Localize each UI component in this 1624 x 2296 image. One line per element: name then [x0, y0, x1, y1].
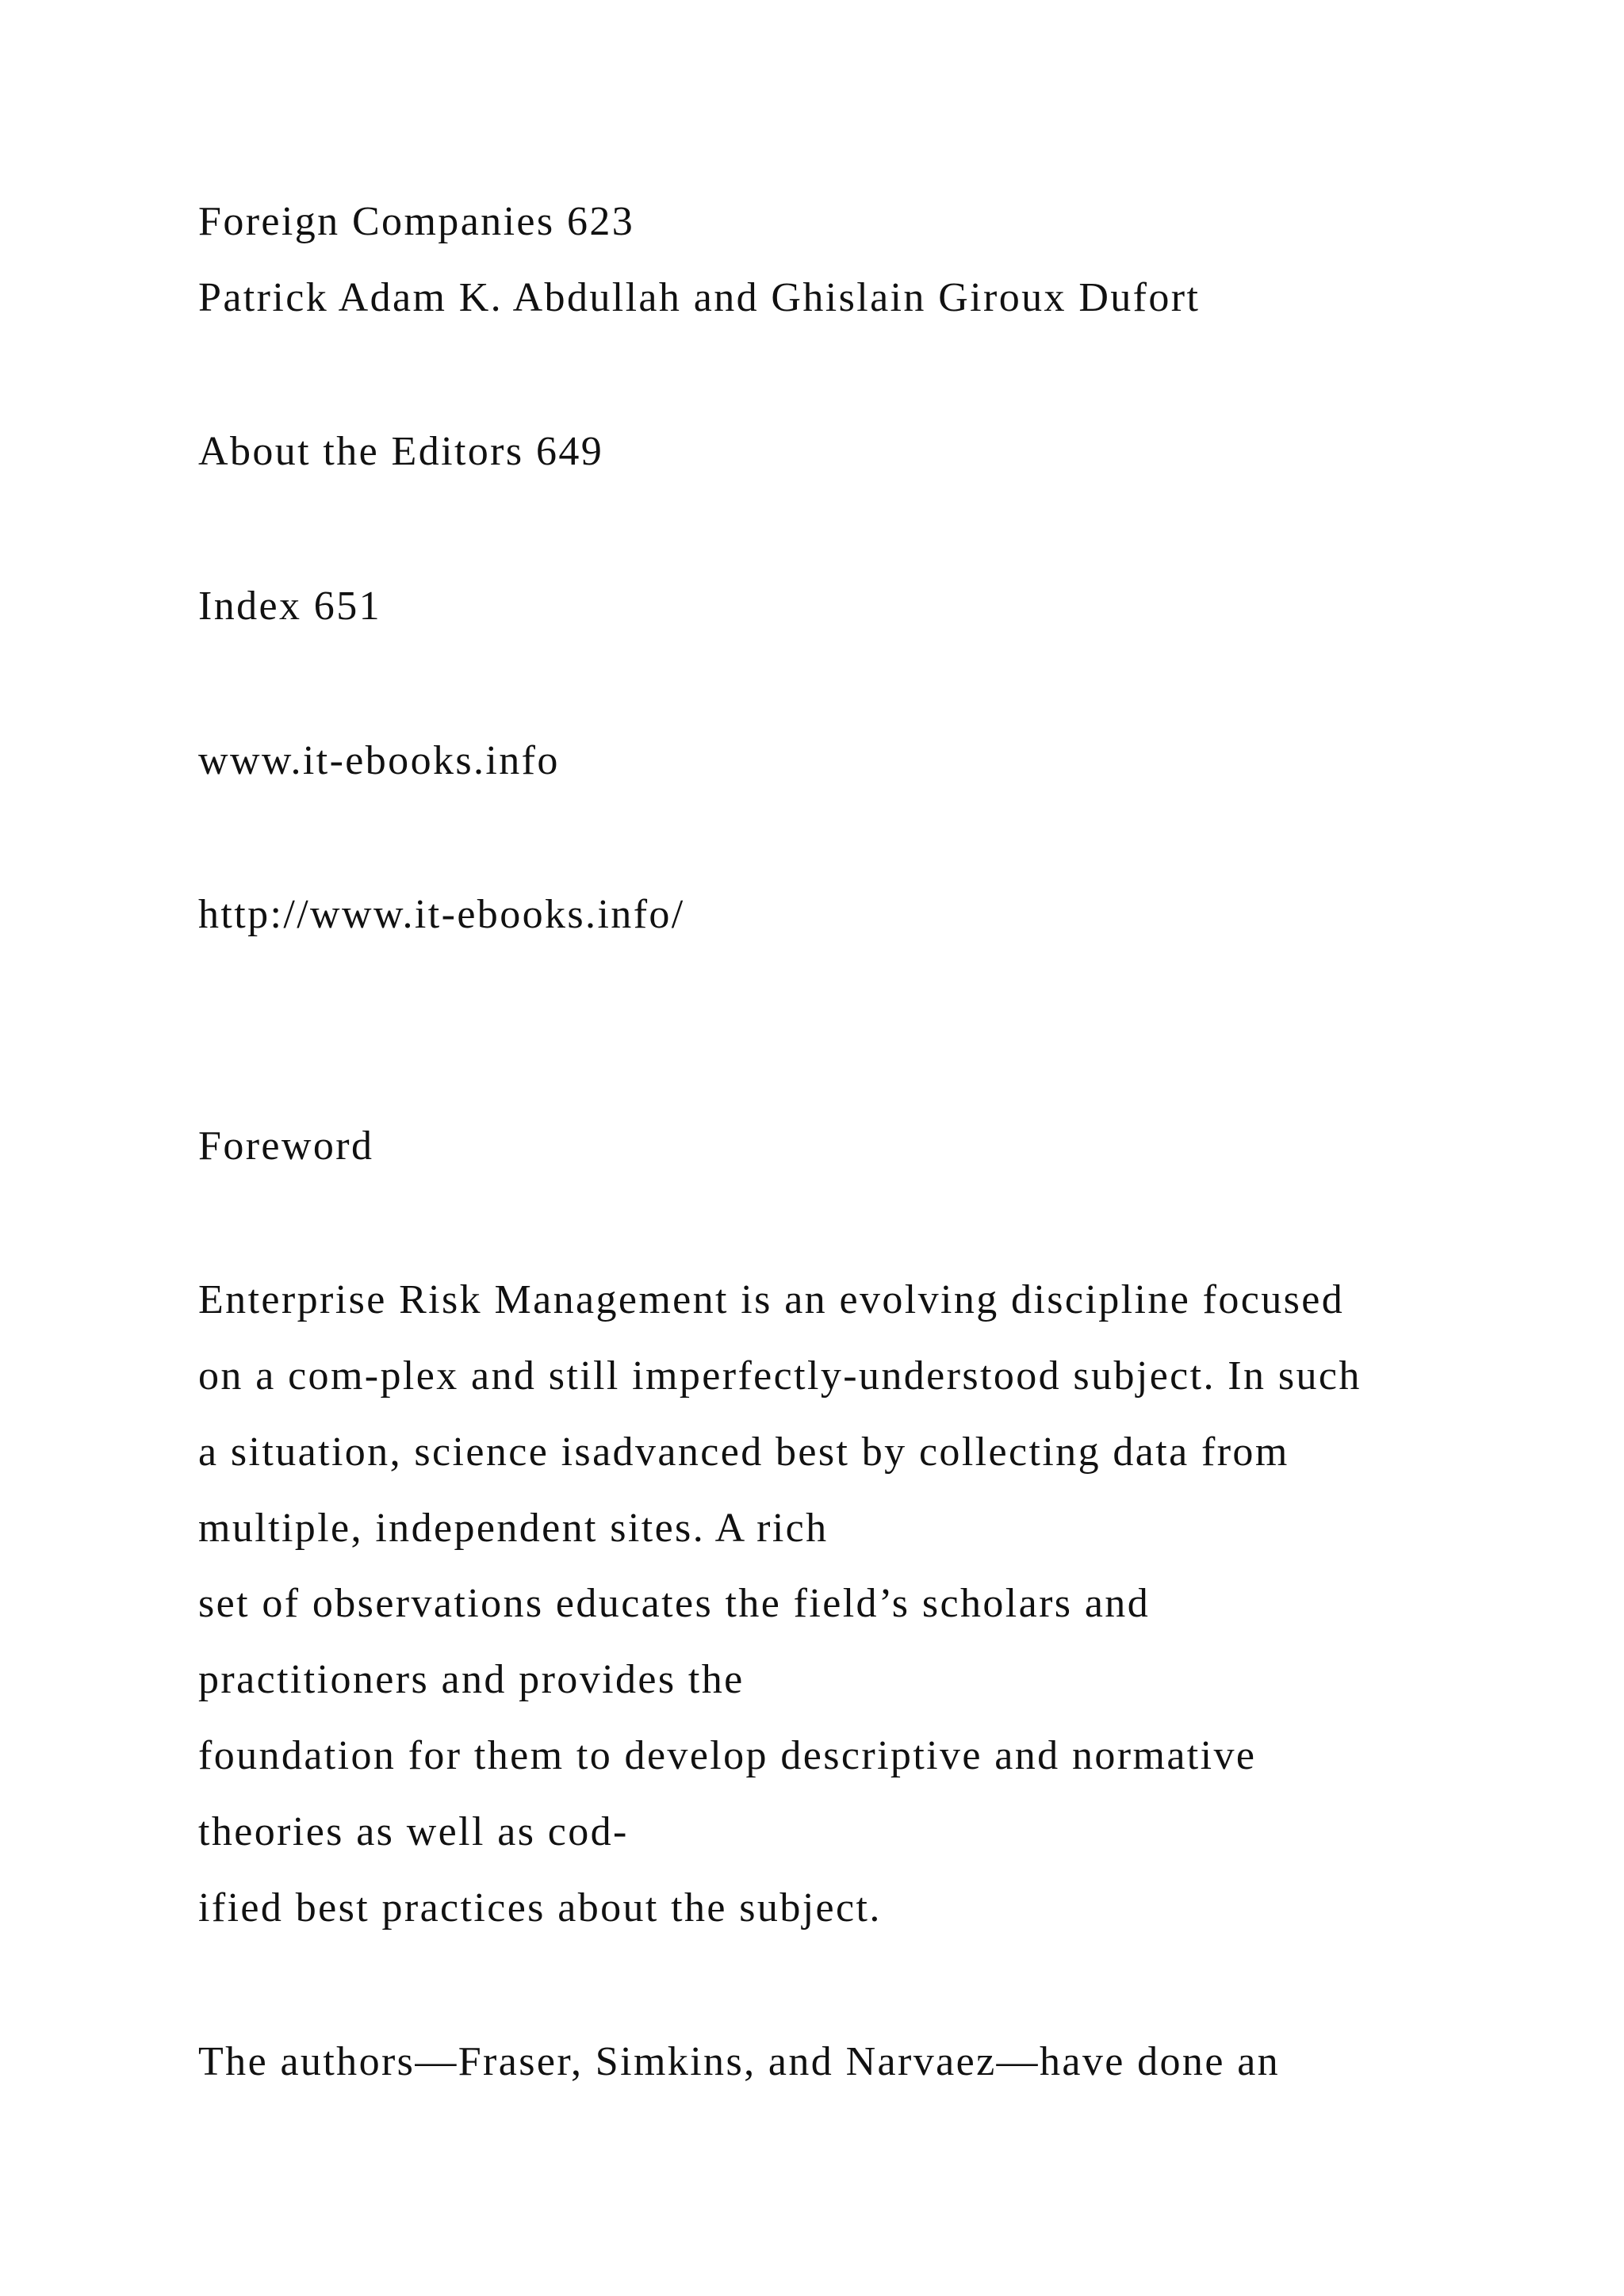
paragraph-line: on a com-plex and still imperfectly-understood subject. In such	[198, 1353, 1362, 1399]
paragraph-line: practitioners and provides the	[198, 1657, 745, 1702]
paragraph-line: The authors—Fraser, Simkins, and Narvaez—have done an	[198, 2039, 1281, 2084]
paragraph-line: theories as well as cod-	[198, 1809, 629, 1854]
website-text: www.it-ebooks.info	[198, 738, 560, 783]
section-heading-foreword: Foreword	[198, 1123, 374, 1169]
paragraph-line: multiple, independent sites. A rich	[198, 1506, 829, 1551]
toc-entry-about-editors: About the Editors 649	[198, 429, 604, 474]
paragraph-line: foundation for them to develop descriptive and normative	[198, 1733, 1257, 1778]
paragraph-line: set of observations educates the field’s scholars and	[198, 1581, 1151, 1626]
toc-entry-index: Index 651	[198, 584, 381, 629]
toc-entry-foreign-companies: Foreign Companies 623	[198, 199, 635, 244]
website-url-text: http://www.it-ebooks.info/	[198, 892, 685, 937]
paragraph-line: a situation, science isadvanced best by collecting data from	[198, 1429, 1289, 1475]
paragraph-line: Enterprise Risk Management is an evolving discipline focused	[198, 1277, 1345, 1322]
paragraph-line: ified best practices about the subject.	[198, 1885, 882, 1931]
toc-entry-authors: Patrick Adam K. Abdullah and Ghislain Giroux Dufort	[198, 275, 1201, 320]
